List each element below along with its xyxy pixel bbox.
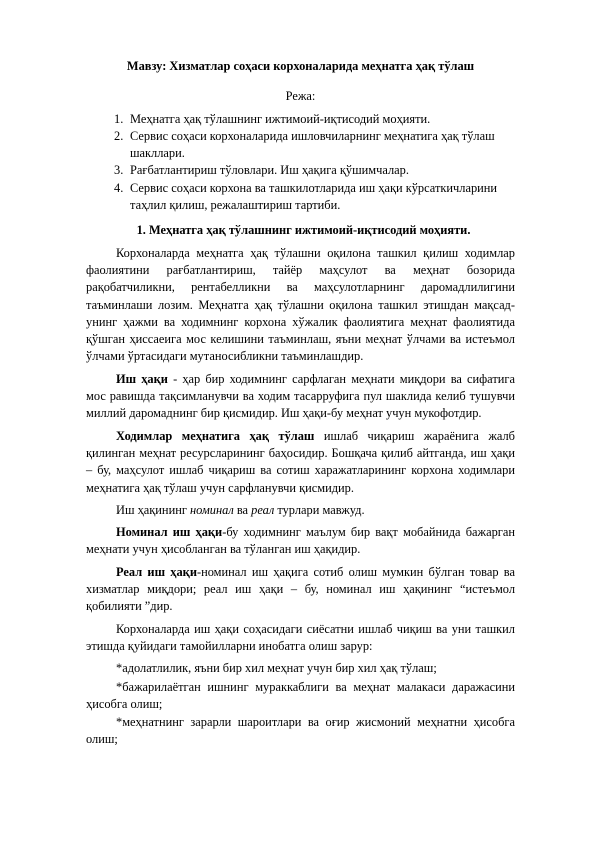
plan-item: [86, 111, 515, 128]
plan-item-text: Сервис соҳаси корхона ва ташкилотларида иш ҳақи кўрсаткичларини таҳлил қилиш, режалаштириш тартиби.: [130, 180, 498, 213]
paragraph-labor-payment: Ходимлар меҳнатига ҳақ тўлаш ишлаб чиқариш жараёнига жалб қилинган меҳнат ресурсларининг баҳосидир. Бошқача қилиб айтганда, иш ҳақи – бу, маҳсулот ишлаб чиқариш ва сотиш харажатларининг корхона ходимлари меҳнатига ҳақ тўлаш учун сарфланувчи қисмидир.: [86, 428, 515, 495]
term-real: реал: [251, 502, 275, 517]
paragraph-wage-definition: Иш ҳақи - ҳар бир ходимнинг сарфлаган меҳнати миқдори ва сифатига мос равишда тақсимланувчи ва ходим тасарруфига пул шаклида келиб тушувчи миллий даромаднинг бир қисмидир. Иш ҳақи-бу меҳнат учун мукофотдир.: [86, 371, 515, 421]
term-nominal: номинал: [190, 502, 234, 517]
paragraph-wage-types: Иш ҳақининг номинал ва реал турлари мавжуд.: [116, 502, 365, 517]
plan-item-text: Меҳнатга ҳақ тўлашнинг ижтимоий-иқтисодий моҳияти.: [130, 111, 431, 126]
plan-item: [86, 128, 515, 163]
list-item: *меҳнатнинг зарарли шароитлари ва оғир жисмоний меҳнатни ҳисобга олиш;: [86, 715, 515, 747]
term-labor-payment: Ходимлар меҳнатига ҳақ тўлаш: [116, 428, 315, 443]
plan-heading: Режа:: [285, 89, 316, 104]
plan-item-text: Рағбатлантириш тўловлари. Иш ҳақига қўшимчалар.: [130, 163, 409, 178]
section-heading: 1. Меҳнатга ҳақ тўлашнинг ижтимоий-иқтисодий моҳияти.: [136, 223, 471, 238]
paragraph-intro: Корхоналарда меҳнатга ҳақ тўлашни оқилона ташкил қилиш ходимлар фаолиятини рағбатлантириш, тайёр маҳсулот ва меҳнат бозорида рақобатчиликни, рентабелликни ва маҳсулотларнинг даромадлилигини таъминлаши лозим. Меҳнатга ҳақ тўлашни оқилона ташкил этишдан мақсад-унинг ҳажми ва ходимнинг корхона хўжалик фаолиятига меҳнат фаолиятида қўшган ҳиссаеига мос келишини таъминлаш, яъни меҳнат ўлчами ва истеъмол ўлчами ўртасидаги мутаносибликни таъминлашдир.: [86, 245, 515, 364]
plan-item-number: 2.: [114, 128, 124, 143]
plan-item: [86, 162, 515, 179]
document-page: [86, 58, 515, 750]
plan-item-number: 4.: [114, 180, 124, 195]
plan-item: [86, 180, 515, 215]
plan-list: [86, 111, 515, 215]
paragraph-nominal-wage: Номинал иш ҳақи-бу ходимнинг маълум бир вақт мобайнида бажарган меҳнати учун ҳисобланган ва тўланган иш ҳақидир.: [86, 525, 515, 557]
plan-item-number: 1.: [114, 111, 124, 126]
document-title: Мавзу: Хизматлар соҳаси корхоналарида меҳнатга ҳақ тўлаш: [126, 59, 475, 73]
plan-item-text: Сервис соҳаси корхоналарида ишловчиларнинг меҳнатига ҳақ тўлаш шакллари.: [130, 128, 495, 161]
paragraph-principles: Корхоналарда иш ҳақи соҳасидаги сиёсатни ишлаб чиқиш ва уни ташкил этишда қуйидаги тамойилларни инобатга олиш зарур:: [86, 621, 515, 653]
list-item: *бажарилаётган ишнинг мураккаблиги ва меҳнат малакаси даражасини ҳисобга олиш;: [86, 679, 515, 711]
term-real-wage: Реал иш ҳақи: [116, 564, 197, 579]
paragraph-real-wage: Реал иш ҳақи-номинал иш ҳақига сотиб олиш мумкин бўлган товар ва хизматлар миқдори; реал иш ҳақи – бу, номинал иш ҳақининг “истеъмол қобилияти ”дир.: [86, 564, 515, 614]
list-item: *адолатлилик, яъни бир хил меҳнат учун бир хил ҳақ тўлаш;: [116, 661, 437, 676]
plan-item-number: 3.: [114, 163, 124, 178]
term-wage: Иш ҳақи: [116, 371, 168, 386]
term-nominal-wage: Номинал иш ҳақи: [116, 525, 223, 540]
